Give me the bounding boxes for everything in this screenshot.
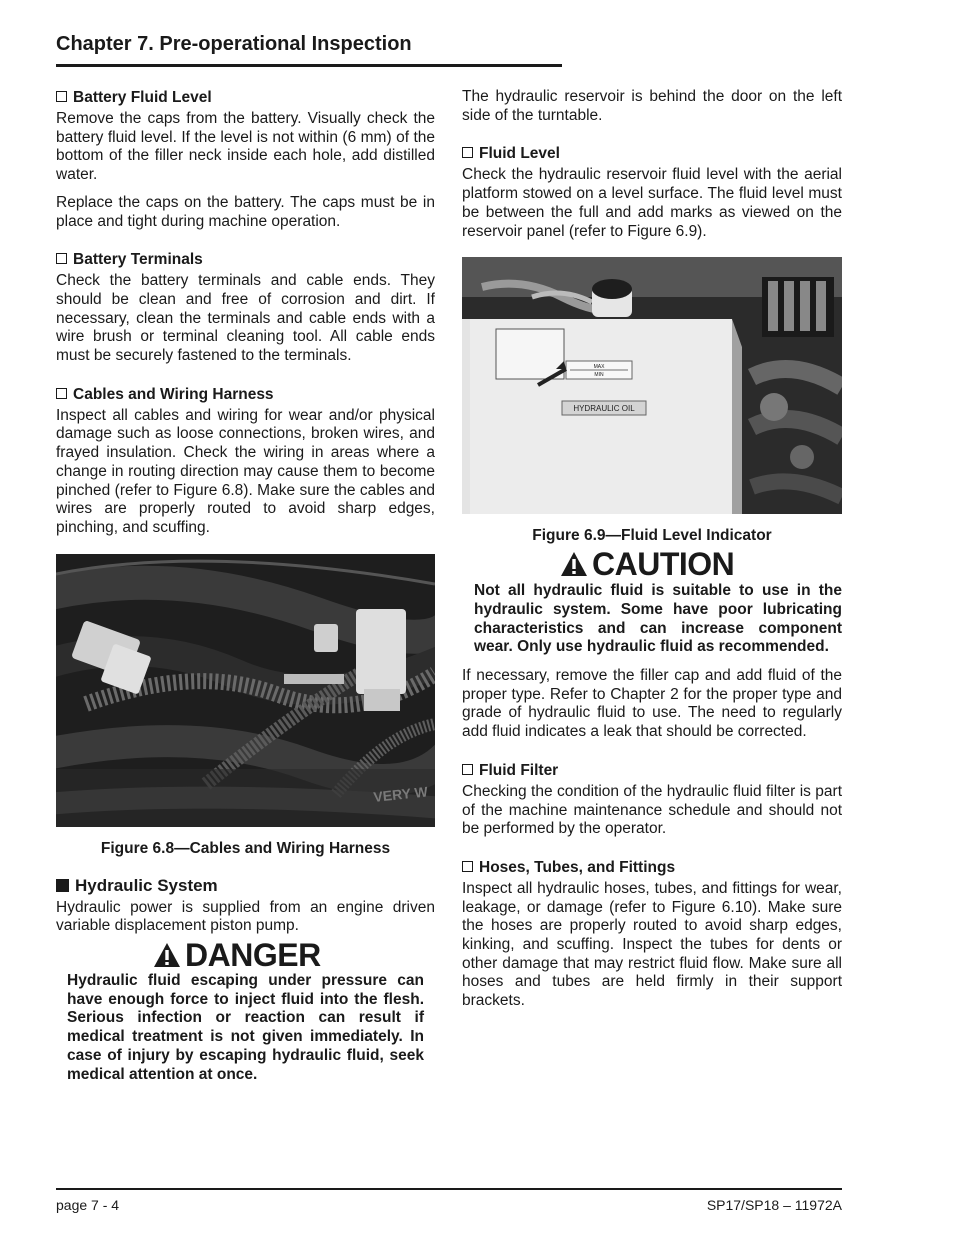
checkbox-icon: [56, 253, 67, 264]
fluid-level-paragraph: Check the hydraulic reservoir fluid level with the aerial platform stowed on a level surface. The fluid level must be between the full and add marks as viewed on the reservoir panel (refer to Figure 6.9).: [462, 166, 842, 240]
battery-fluid-paragraph-1: Remove the caps from the battery. Visually check the battery fluid level. If the level is not within (6 mm) of the bottom of the filler neck inside each hole, add distilled water.: [56, 110, 435, 184]
danger-text: Hydraulic fluid escaping under pressure can have enough force to inject fluid into the flesh. Serious infection or reaction can result if medical treatment is not given immediately. In case of injury by escaping hydraulic fluid, seek medical attention at once.: [67, 972, 424, 1083]
caution-title-text: CAUTION: [592, 546, 735, 583]
battery-fluid-heading-text: Battery Fluid Level: [73, 89, 212, 106]
checkbox-icon: [462, 861, 473, 872]
warning-triangle-icon: [153, 942, 181, 968]
battery-fluid-heading: [56, 88, 435, 108]
danger-title-text: DANGER: [185, 937, 321, 974]
hoses-heading: [462, 858, 842, 878]
cables-paragraph: Inspect all cables and wiring for wear and/or physical damage such as loose connections, broken wires, and frayed insulation. Check the wiring in areas where a change in routing direction may cause them to become pinched (refer to Figure 6.8). Make sure the cables and wires are properly routed to avoid sharp edges, pinching, and scuffing.: [56, 406, 435, 536]
fluid-level-heading-text: Fluid Level: [479, 145, 560, 163]
fluid-level-heading: [462, 144, 842, 164]
filled-square-icon: [56, 879, 69, 892]
figure-6-8-caption: Figure 6.8—Cables and Wiring Harness: [100, 839, 391, 857]
cables-heading-text: Cables and Wiring Harness: [73, 385, 274, 403]
reservoir-illustration: [462, 257, 842, 514]
figure-6-9-caption: Figure 6.9—Fluid Level Indicator: [532, 527, 772, 545]
hydraulic-system-heading-text: Hydraulic System: [75, 875, 218, 895]
checkbox-icon: [56, 388, 67, 399]
figure-6-8-photo: [56, 554, 435, 827]
min-mark-label: MIN: [594, 372, 604, 379]
chapter-title: Chapter 7. Pre-operational Inspection: [56, 33, 412, 55]
left-column: [56, 88, 435, 1084]
caution-title: [474, 547, 842, 581]
checkbox-icon: [462, 147, 473, 158]
cables-heading: [56, 385, 435, 405]
reservoir-intro: The hydraulic reservoir is behind the door on the left side of the turntable.: [462, 88, 842, 124]
add-fluid-paragraph: If necessary, remove the filler cap and add fluid of the proper type. Refer to Chapter 2 for the proper type and grade of hydraulic fluid to use. The need to regularly add fluid indicates a leak that should be corrected.: [462, 667, 842, 741]
checkbox-icon: [56, 91, 67, 102]
hydraulic-system-heading: [56, 875, 435, 897]
figure-6-9-photo: [462, 257, 842, 514]
battery-terminals-heading: [56, 250, 435, 270]
hoses-heading-text: Hoses, Tubes, and Fittings: [479, 858, 676, 876]
battery-terminals-paragraph: Check the battery terminals and cable ends. They should be clean and free of corrosion and dirt. If necessary, clean the terminals and cable ends with a wire brush or terminal cleaning tool. All cable ends must be securely fastened to the terminals.: [56, 272, 435, 365]
checkbox-icon: [462, 764, 473, 775]
caution-text: Not all hydraulic fluid is suitable to use in the hydraulic system. Some have poor lubricating characteristics and can increase component wear. Only use hydraulic fluid as recommended.: [474, 582, 842, 656]
max-mark-label: MAX: [593, 364, 605, 371]
hose-print-text: VERY W: [372, 783, 429, 805]
battery-terminals-heading-text: Battery Terminals: [73, 251, 203, 269]
right-column: [462, 88, 842, 1011]
fluid-filter-paragraph: Checking the condition of the hydraulic fluid filter is part of the machine maintenance schedule and should not be performed by the operator.: [462, 782, 842, 838]
page-number: page 7 - 4: [56, 1197, 120, 1213]
danger-title: [67, 938, 424, 972]
hydraulic-system-paragraph: Hydraulic power is supplied from an engine driven variable displacement piston pump.: [56, 898, 435, 935]
danger-block: [67, 938, 424, 1084]
fluid-filter-heading: [462, 761, 842, 781]
hydraulic-oil-label: HYDRAULIC OIL: [573, 404, 635, 414]
header-rule: [56, 64, 562, 67]
battery-fluid-paragraph-2: Replace the caps on the battery. The caps must be in place and tight during machine operation.: [56, 193, 435, 230]
footer-rule: [56, 1188, 842, 1190]
caution-block: [474, 547, 842, 657]
hoses-paragraph: Inspect all hydraulic hoses, tubes, and fittings for wear, leakage, or damage (refer to Figure 6.10). Make sure the hoses are properly routed to avoid sharp edges, kinking, and scuffing. Inspect the tubes for dents or other damage that may restrict fluid flow. Make sure all hoses and tubes are held firmly in their support brackets.: [462, 879, 842, 1010]
document-id: SP17/SP18 – 11972A: [706, 1197, 842, 1213]
warning-triangle-icon: [560, 551, 588, 577]
fluid-filter-heading-text: Fluid Filter: [479, 761, 559, 779]
wiring-harness-illustration: [56, 554, 435, 827]
